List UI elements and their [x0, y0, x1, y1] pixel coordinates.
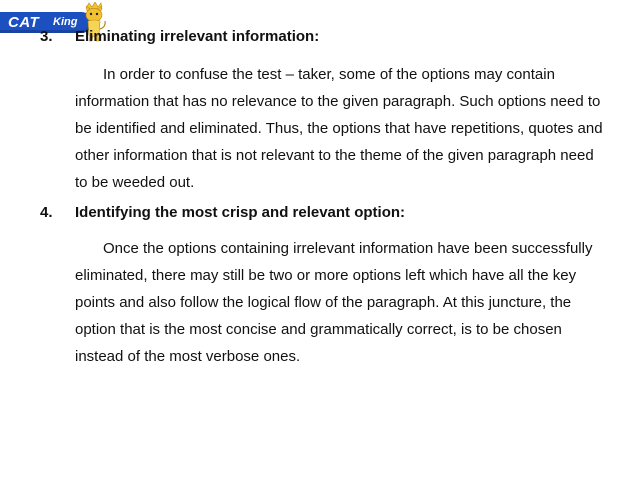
section-heading [40, 202, 610, 224]
section-paragraph: Once the options containing irrelevant information have been successfully eliminated, there may still be two or more options left which have all the key points and also follow the logical flow of the paragraph. At this juncture, the option that is the most concise and grammatically correct, is to be chosen instead of the most verbose ones. [75, 240, 593, 365]
section-identifying-crisp-option [40, 202, 610, 370]
section-heading [40, 26, 610, 48]
section-number: 3. [40, 28, 53, 45]
section-paragraph: In order to confuse the test – taker, some of the options may contain information that has no relevance to the given paragraph. Such options need to be identified and eliminated. Thus, the options that have repetitions, quotes and other information that is not relevant to the theme of the given paragraph need to be weeded out. [75, 66, 603, 191]
section-title: Identifying the most crisp and relevant option: [75, 204, 406, 221]
section-eliminating-irrelevant [40, 26, 610, 196]
logo-text-king: King [53, 16, 78, 28]
logo-text-cat: CAT [8, 14, 40, 31]
section-title: Eliminating irrelevant information: [75, 28, 320, 45]
section-number: 4. [40, 204, 53, 221]
